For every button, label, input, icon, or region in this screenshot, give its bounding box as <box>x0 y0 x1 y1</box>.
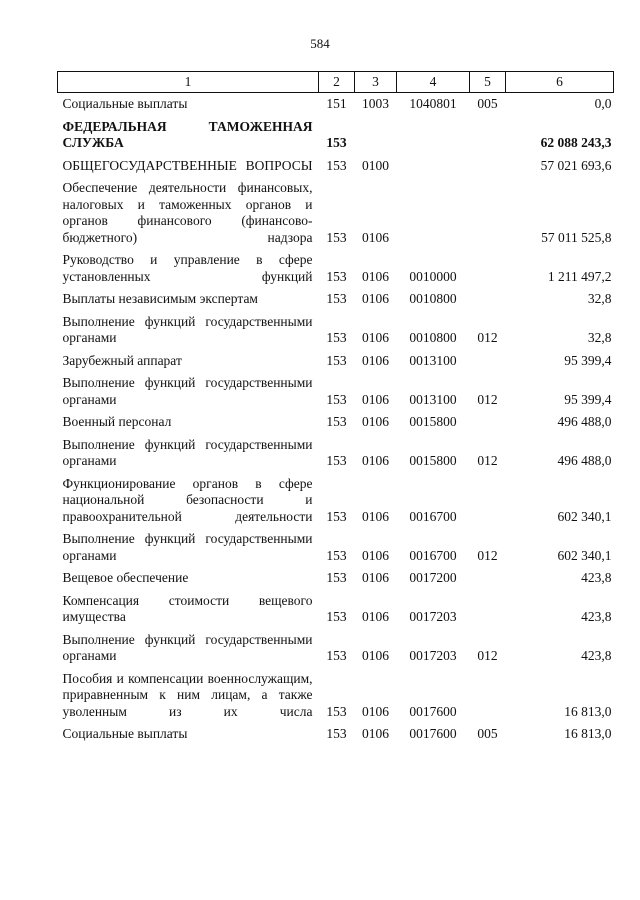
table-row <box>58 252 614 291</box>
row-name: Выполнение функций государственными органами <box>62 313 313 345</box>
row-name: ОБЩЕГОСУДАРСТВЕННЫЕ ВОПРОСЫ <box>62 157 313 173</box>
row-amount: 423,8 <box>581 570 612 585</box>
row-amount: 0,0 <box>594 96 612 111</box>
page-number: 584 <box>310 36 330 51</box>
table-row <box>58 375 614 414</box>
table-row <box>58 593 614 632</box>
row-code-expense <box>470 671 506 727</box>
table-row <box>58 180 614 252</box>
table-row <box>58 291 614 314</box>
row-code-admin: 153 <box>326 229 347 245</box>
row-code-expense: 012 <box>477 330 498 345</box>
table-row <box>58 476 614 532</box>
row-code-target: 0010800 <box>409 291 457 306</box>
row-code-admin: 151 <box>326 96 347 111</box>
row-code-expense <box>470 180 506 252</box>
column-header-4: 4 <box>397 72 470 93</box>
row-code-expense <box>470 476 506 532</box>
table-row <box>58 570 614 593</box>
row-code-target: 1040801 <box>409 96 457 111</box>
row-code-admin: 153 <box>326 726 347 741</box>
row-amount: 57 011 525,8 <box>541 229 612 245</box>
table-body <box>58 93 614 749</box>
row-code-admin: 153 <box>326 330 347 345</box>
row-name: Выполнение функций государственными органами <box>62 531 313 563</box>
column-header-1: 1 <box>58 72 319 93</box>
row-code-target: 0016700 <box>409 547 457 563</box>
row-code-expense <box>470 291 506 314</box>
row-code-section: 0106 <box>362 330 389 345</box>
row-code-section: 0106 <box>362 268 389 284</box>
row-code-expense: 012 <box>477 648 498 663</box>
row-code-expense: 012 <box>477 391 498 407</box>
row-amount: 423,8 <box>581 609 612 624</box>
row-name: Выполнение функций государственными органами <box>62 375 313 407</box>
row-code-target: 0013100 <box>409 391 457 407</box>
table-row <box>58 414 614 437</box>
row-code-admin: 153 <box>326 609 347 624</box>
row-amount: 57 021 693,6 <box>540 157 612 173</box>
table-row <box>58 314 614 353</box>
table-row <box>58 531 614 570</box>
row-code-admin: 153 <box>326 135 347 150</box>
row-code-admin: 153 <box>326 414 347 429</box>
row-code-target: 0015800 <box>409 414 457 429</box>
row-code-admin: 153 <box>326 570 347 585</box>
table-row <box>58 726 614 749</box>
row-code-section: 0106 <box>362 453 389 468</box>
row-amount: 1 211 497,2 <box>547 268 612 284</box>
row-name: Пособия и компенсации военнослужащим, приравненным к ним лицам, а также уволенным из их числа <box>62 670 313 719</box>
table-row <box>58 93 614 119</box>
row-code-admin: 153 <box>326 547 347 563</box>
row-amount: 95 399,4 <box>564 391 612 407</box>
row-code-target: 0016700 <box>409 508 457 524</box>
table-row <box>58 119 614 158</box>
row-code-section: 0106 <box>362 703 389 719</box>
row-code-section <box>355 119 397 158</box>
row-name: Зарубежный аппарат <box>62 352 182 368</box>
row-amount: 496 488,0 <box>557 453 612 468</box>
row-code-expense <box>470 119 506 158</box>
row-code-target: 0017200 <box>409 570 457 585</box>
row-code-target <box>397 158 470 181</box>
row-code-section: 0106 <box>362 726 389 741</box>
row-code-expense <box>470 593 506 632</box>
column-header-6: 6 <box>506 72 614 93</box>
row-code-section: 0106 <box>362 291 389 306</box>
row-code-expense: 012 <box>477 547 498 563</box>
row-code-expense <box>470 252 506 291</box>
row-code-expense <box>470 158 506 181</box>
row-code-expense: 005 <box>477 726 498 741</box>
row-amount: 95 399,4 <box>564 352 612 368</box>
table-row <box>58 353 614 376</box>
row-name: Выплаты независимым экспертам <box>62 291 258 306</box>
row-amount: 32,8 <box>587 330 612 345</box>
column-header-2: 2 <box>319 72 355 93</box>
row-code-target <box>397 180 470 252</box>
row-code-section: 0106 <box>362 229 389 245</box>
column-header-5: 5 <box>470 72 506 93</box>
row-code-target: 0017600 <box>409 726 457 741</box>
row-name: Компенсация стоимости вещевого имущества <box>62 592 313 624</box>
row-code-target: 0017203 <box>409 609 457 624</box>
table-row <box>58 671 614 727</box>
row-name: ФЕДЕРАЛЬНАЯ ТАМОЖЕННАЯ СЛУЖБА <box>62 118 313 150</box>
row-code-section: 0106 <box>362 391 389 407</box>
row-amount: 16 813,0 <box>564 703 612 719</box>
row-code-admin: 153 <box>326 703 347 719</box>
row-code-expense: 005 <box>477 96 498 111</box>
column-header-3: 3 <box>355 72 397 93</box>
row-name: Выполнение функций государственными органами <box>62 436 313 468</box>
row-code-section: 0106 <box>362 508 389 524</box>
row-code-admin: 153 <box>326 648 347 663</box>
row-name: Военный персонал <box>62 414 172 429</box>
row-code-expense <box>470 570 506 593</box>
table-row <box>58 158 614 181</box>
row-code-target: 0010800 <box>409 330 457 345</box>
row-code-admin: 153 <box>326 391 347 407</box>
row-code-section: 0100 <box>362 157 389 173</box>
row-name: Функционирование органов в сфере национальной безопасности и правоохранительной деятельности <box>62 475 313 524</box>
row-code-section: 0106 <box>362 570 389 585</box>
row-name: Руководство и управление в сфере установленных функций <box>62 252 313 284</box>
row-amount: 496 488,0 <box>557 414 612 429</box>
row-code-target: 0013100 <box>409 352 457 368</box>
row-code-expense: 012 <box>477 453 498 468</box>
row-code-section: 0106 <box>362 547 389 563</box>
row-amount: 62 088 243,3 <box>540 135 612 150</box>
row-amount: 602 340,1 <box>557 547 612 563</box>
row-code-expense <box>470 353 506 376</box>
row-code-section: 0106 <box>362 414 389 429</box>
row-code-section: 0106 <box>362 609 389 624</box>
row-code-target: 0017203 <box>409 648 457 663</box>
row-code-admin: 153 <box>326 157 347 173</box>
table-row <box>58 437 614 476</box>
row-code-section: 0106 <box>362 648 389 663</box>
table-row <box>58 632 614 671</box>
table-header <box>58 72 614 93</box>
row-code-admin: 153 <box>326 453 347 468</box>
row-name: Вещевое обеспечение <box>62 570 189 585</box>
row-code-admin: 153 <box>326 291 347 306</box>
row-code-admin: 153 <box>326 268 347 284</box>
row-code-section: 1003 <box>362 96 389 111</box>
row-name: Социальные выплаты <box>62 726 188 741</box>
row-code-section: 0106 <box>362 352 389 368</box>
row-code-target: 0015800 <box>409 453 457 468</box>
row-code-admin: 153 <box>326 508 347 524</box>
row-code-target: 0017600 <box>409 703 457 719</box>
row-amount: 602 340,1 <box>557 508 612 524</box>
row-code-expense <box>470 414 506 437</box>
budget-table <box>57 71 614 749</box>
row-code-target <box>397 119 470 158</box>
row-code-admin: 153 <box>326 352 347 368</box>
row-amount: 32,8 <box>587 291 612 306</box>
row-name: Обеспечение деятельности финансовых, налоговых и таможенных органов и органов финансового (финансово-бюджетного) надзора <box>62 180 313 245</box>
row-amount: 423,8 <box>581 648 612 663</box>
row-code-target: 0010000 <box>409 268 457 284</box>
row-amount: 16 813,0 <box>564 726 612 741</box>
row-name: Социальные выплаты <box>62 96 188 111</box>
row-name: Выполнение функций государственными органами <box>62 631 313 663</box>
